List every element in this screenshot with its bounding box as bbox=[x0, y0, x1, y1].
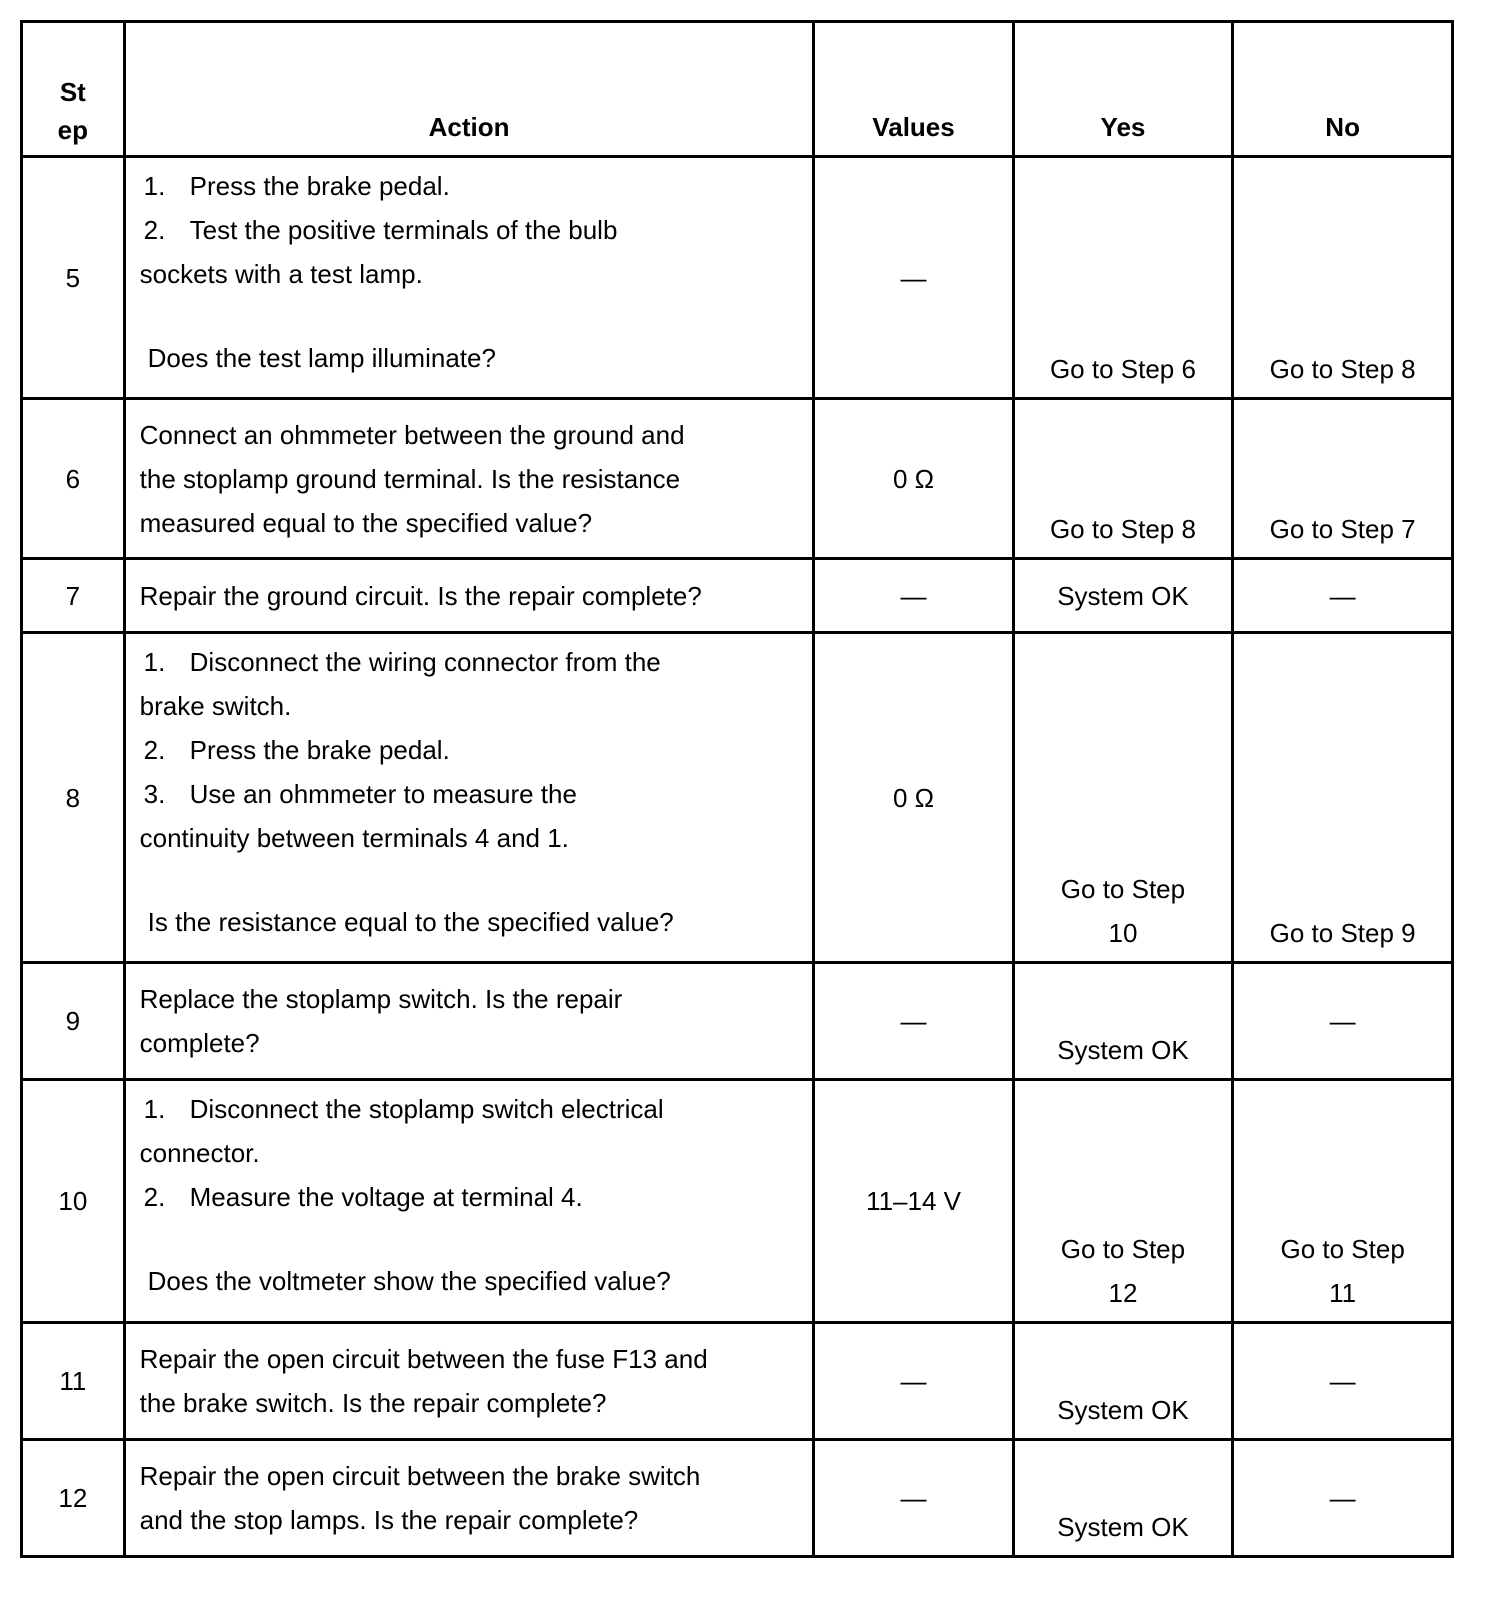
no-cell: Go to Step 7 bbox=[1233, 399, 1453, 559]
table-row bbox=[22, 559, 1453, 633]
value-cell: 0 Ω bbox=[814, 399, 1013, 559]
table-row bbox=[22, 399, 1453, 559]
table-row bbox=[22, 1440, 1453, 1557]
header-action: Action bbox=[124, 22, 814, 157]
table-row bbox=[22, 1080, 1453, 1323]
header-row bbox=[22, 22, 1453, 157]
table-row bbox=[22, 157, 1453, 399]
no-cell: Go to Step 11 bbox=[1233, 1080, 1453, 1323]
step-number: 10 bbox=[22, 1080, 125, 1323]
step-number: 12 bbox=[22, 1440, 125, 1557]
yes-cell: System OK bbox=[1013, 1323, 1233, 1440]
value-cell: 11–14 V bbox=[814, 1080, 1013, 1323]
value-cell: — bbox=[814, 1440, 1013, 1557]
action-line: 2. Test the positive terminals of the bulb bbox=[143, 215, 618, 245]
header-yes: Yes bbox=[1013, 22, 1233, 157]
no-cell: Go to Step 8 bbox=[1233, 157, 1453, 399]
yes-cell: Go to Step 10 bbox=[1013, 633, 1233, 963]
action-cell: 1. Disconnect the wiring connector from the brake switch. 2. Press the brake pedal. 3. Use an ohmmeter to measure the continuity between terminals 4 and 1. Is the resistance equal to the specified value? bbox=[124, 633, 814, 963]
step-number: 11 bbox=[22, 1323, 125, 1440]
no-cell: — bbox=[1233, 1440, 1453, 1557]
table-row bbox=[22, 963, 1453, 1080]
action-question: Does the test lamp illuminate? bbox=[147, 343, 496, 373]
action-question: Is the resistance equal to the specified value? bbox=[147, 907, 674, 937]
value-cell: — bbox=[814, 559, 1013, 633]
action-line: 1. Press the brake pedal. bbox=[143, 171, 450, 201]
step-number: 7 bbox=[22, 559, 125, 633]
yes-cell: Go to Step 8 bbox=[1013, 399, 1233, 559]
yes-cell: System OK bbox=[1013, 559, 1233, 633]
action-cell: 1. Disconnect the stoplamp switch electrical connector. 2. Measure the voltage at terminal 4. Does the voltmeter show the specified value? bbox=[124, 1080, 814, 1323]
action-question: Does the voltmeter show the specified value? bbox=[147, 1266, 671, 1296]
table-row bbox=[22, 633, 1453, 963]
action-line: sockets with a test lamp. bbox=[139, 259, 423, 289]
no-cell: Go to Step 9 bbox=[1233, 633, 1453, 963]
action-cell: Replace the stoplamp switch. Is the repair complete? bbox=[124, 963, 814, 1080]
no-cell: — bbox=[1233, 1323, 1453, 1440]
yes-cell: System OK bbox=[1013, 963, 1233, 1080]
yes-cell: System OK bbox=[1013, 1440, 1233, 1557]
header-step: St ep bbox=[22, 22, 125, 157]
step-number: 8 bbox=[22, 633, 125, 963]
step-number: 9 bbox=[22, 963, 125, 1080]
step-number: 6 bbox=[22, 399, 125, 559]
table-row bbox=[22, 1323, 1453, 1440]
yes-cell: Go to Step 6 bbox=[1013, 157, 1233, 399]
no-cell: — bbox=[1233, 963, 1453, 1080]
action-cell: Repair the open circuit between the fuse F13 and the brake switch. Is the repair complete? bbox=[124, 1323, 814, 1440]
step-number: 5 bbox=[22, 157, 125, 399]
action-cell: Connect an ohmmeter between the ground and the stoplamp ground terminal. Is the resistance measured equal to the specified value? bbox=[124, 399, 814, 559]
action-cell: Repair the ground circuit. Is the repair complete? bbox=[124, 559, 814, 633]
value-cell: — bbox=[814, 1323, 1013, 1440]
header-no: No bbox=[1233, 22, 1453, 157]
yes-cell: Go to Step 12 bbox=[1013, 1080, 1233, 1323]
value-cell: 0 Ω bbox=[814, 633, 1013, 963]
action-cell bbox=[124, 157, 814, 399]
value-cell: — bbox=[814, 963, 1013, 1080]
diagnostic-table bbox=[20, 20, 1454, 1558]
header-values: Values bbox=[814, 22, 1013, 157]
no-cell: — bbox=[1233, 559, 1453, 633]
action-cell: Repair the open circuit between the brake switch and the stop lamps. Is the repair complete? bbox=[124, 1440, 814, 1557]
value-cell: — bbox=[814, 157, 1013, 399]
